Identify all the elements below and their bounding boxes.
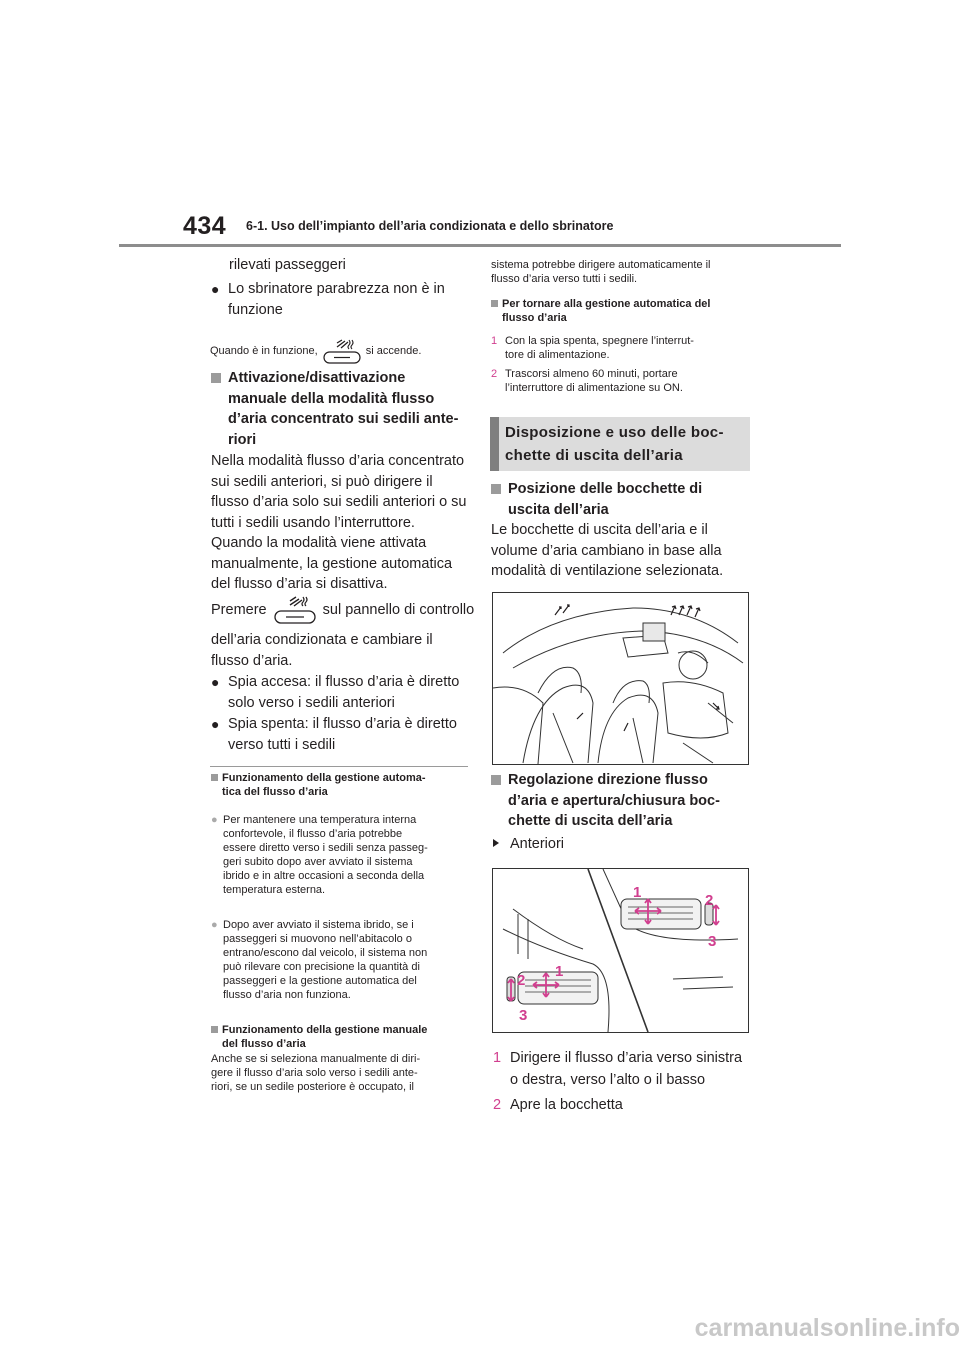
section-divider [210,766,468,767]
airflow-switch-icon [321,337,363,365]
paragraph-line: flusso d’aria solo sui sedili anteriori o su [211,494,467,510]
cabin-interior-illustration [493,593,748,764]
bullet-defroster [211,279,471,320]
item-line: o destra, verso l’alto o il basso [510,1071,706,1088]
note-line: passeggeri e la gestione automatica del [223,975,417,987]
callout-1-lower: 1 [555,963,564,980]
heading-line: Attivazione/disattivazione [228,370,406,386]
item-1 [493,1048,758,1090]
heading-line: tica del flusso d’aria [222,786,328,798]
note-line: temperatura esterna. [223,884,326,896]
heading-line: manuale della modalità flusso [228,390,435,407]
callout-2-lower: 2 [517,972,526,989]
paragraph-line: Le bocchette di uscita dell’aria e il [491,522,708,538]
heading-vent-position [491,479,756,520]
bullet-text-line: Lo sbrinatore parabrezza non è in [228,281,445,297]
heading-line: d’aria concentrato sui sedili ante- [228,411,459,427]
note-text: si accende. [365,344,422,357]
heading-line: Funzionamento della gestione automa- [222,772,426,784]
heading-line: Regolazione direzione flusso [508,772,708,788]
bullet-light-on [211,672,481,713]
callout-2-upper: 2 [705,892,714,909]
note-line: Anche se si seleziona manualmente di diri- [211,1053,421,1065]
heading-line: Per tornare alla gestione automatica del [502,298,711,310]
note-bullet-auto-2 [211,918,476,1002]
bullet-text-line: verso tutti i sedili [228,736,336,753]
bullet-text-line: Spia accesa: il flusso d’aria è diretto [228,674,460,690]
watermark: carmanualsonline.info [694,1314,960,1342]
paragraph-line: modalità di ventilazione selezionata. [491,563,724,579]
paragraph-line: tutti i sedili usando l’interruttore. [211,514,415,531]
bullet-dot-icon: ● [211,674,220,690]
bullet-light-off [211,714,481,755]
section-title [505,421,745,467]
front-vents-illustration [493,869,748,1032]
item-2 [493,1095,758,1116]
manual-operation-text [211,1052,476,1094]
triangle-arrow-icon [493,839,499,847]
step-2 [491,367,756,395]
note-line: Dopo aver avviato il sistema ibrido, se i [223,919,414,931]
note-line: confortevole, il flusso d’aria potrebbe [223,828,403,840]
figure-front-vents [492,868,749,1033]
square-heading-icon [211,1026,218,1033]
bullet-dot-icon: ● [211,814,218,826]
bullet-dot-icon: ● [211,716,220,732]
note-line: può rilevare con precisione la quantità di [223,961,420,973]
header-rule [119,244,841,247]
press-continuation [211,630,481,671]
paragraph-line: Nella modalità flusso d’aria concentrato [211,453,465,469]
heading-auto-management [211,771,476,799]
note-line: Per mantenere una temperatura interna [223,814,417,826]
heading-return-auto [491,297,756,325]
section-header-bar [490,417,499,471]
square-heading-icon [491,300,498,307]
heading-line: d’aria e apertura/chiusura boc- [508,792,720,809]
chapter-title: 6-1. Uso dell’impianto dell’aria condizionata e dello sbrinatore [246,219,614,233]
item-number: 1 [493,1050,502,1066]
front-label [493,834,564,855]
paragraph-line: sui sedili anteriori, si può dirigere il [211,473,433,490]
heading-line: riori [228,431,257,448]
paragraph-line: del flusso d’aria si disattiva. [211,576,388,592]
heading-line: flusso d’aria [502,312,567,324]
square-heading-icon [211,774,218,781]
step-number: 2 [491,368,498,380]
paragraph-line: dell’aria condizionata e cambiare il [211,632,433,648]
callout-1-upper: 1 [633,884,642,901]
callout-3-lower: 3 [519,1007,528,1024]
note-line: essere diretto verso i sedili senza passeg- [223,842,428,854]
heading-manual-operation [211,1023,476,1051]
paragraph-manual-mode [211,451,481,595]
item-number: 2 [493,1097,502,1113]
bullet-dot-icon: ● [211,281,220,297]
paragraph-line: Quando la modalità viene attivata [211,535,427,551]
heading-line: Funzionamento della gestione manuale [222,1024,428,1036]
paragraph-line: manualmente, la gestione automatica [211,555,453,572]
square-heading-icon [491,775,501,785]
bullet-text-line: solo verso i sedili anteriori [228,694,395,711]
heading-manual-mode [211,368,473,450]
step-line: Trascorsi almeno 60 minuti, portare [505,368,678,380]
note-bullet-auto-1 [211,813,476,897]
square-heading-icon [491,484,501,494]
note-line: flusso d’aria verso tutti i sedili. [491,273,638,285]
note-line: flusso d’aria non funziona. [223,989,351,1001]
callout-3-upper: 3 [708,933,717,950]
step-line: tore di alimentazione. [505,349,610,361]
paragraph-line: flusso d’aria. [211,652,293,669]
section-title-line: Disposizione e uso delle boc- [505,424,724,441]
heading-adjust-direction [491,770,756,832]
note-line: riori, se un sedile posteriore è occupato, il [211,1081,414,1093]
press-instruction [211,594,486,626]
figure-cabin-vents [492,592,749,765]
press-text: sul pannello di controllo [322,601,475,618]
note-indicator [210,337,480,365]
continued-text [491,258,756,286]
note-line: geri subito dopo aver avviato il sistema [223,856,413,868]
note-text: Quando è in funzione, [210,344,318,357]
page-number: 434 [183,212,227,240]
vent-position-text [491,520,756,582]
heading-line: uscita dell’aria [508,501,609,518]
item-line: Apre la bocchetta [510,1097,623,1113]
continued-line: rilevati passeggeri [229,257,346,273]
step-line: l’interruttore di alimentazione su ON. [505,382,683,394]
item-line: Dirigere il flusso d’aria verso sinistra [510,1050,743,1066]
square-heading-icon [211,373,221,383]
heading-line: del flusso d’aria [222,1038,306,1050]
note-line: passeggeri si muovono nell’abitacolo o [223,933,412,945]
heading-line: chette di uscita dell’aria [508,813,673,829]
front-label-text: Anteriori [510,836,564,852]
bullet-dot-icon: ● [211,919,218,931]
step-line: Con la spia spenta, spegnere l’interrut- [505,335,694,347]
section-title-line: chette di uscita dell’aria [505,447,683,464]
bullet-text-line: funzione [228,301,283,318]
bullet-text-line: Spia spenta: il flusso d’aria è diretto [228,716,457,732]
airflow-switch-icon [271,594,319,626]
note-line: entrano/escono dal veicolo, il sistema non [223,947,428,959]
note-line: gere il flusso d’aria solo verso i sedili ante- [211,1067,418,1079]
step-1 [491,334,756,362]
press-text: Premere [211,601,267,618]
note-line: sistema potrebbe dirigere automaticamente il [491,259,711,271]
note-line: ibrido e in altre occasioni a seconda della [223,870,425,882]
paragraph-line: volume d’aria cambiano in base alla [491,542,722,559]
heading-line: Posizione delle bocchette di [508,481,703,497]
step-number: 1 [491,335,498,347]
